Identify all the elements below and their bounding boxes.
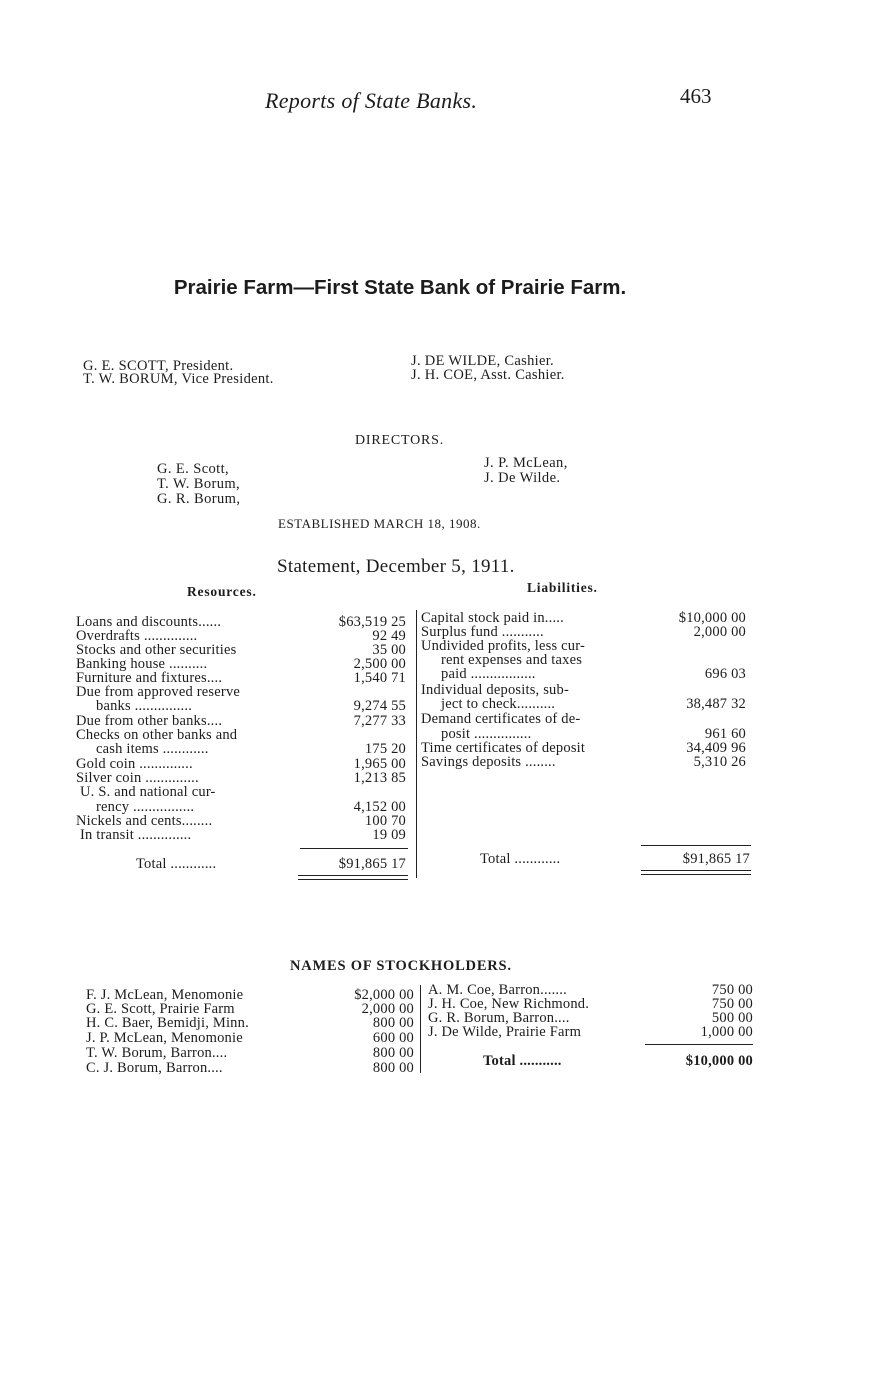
stockholder-amount: $2,000 00: [354, 987, 414, 1003]
resource-label: banks ...............: [96, 698, 193, 714]
resource-amount: 100 70: [364, 813, 406, 829]
resource-amount: 1,965 00: [353, 756, 406, 772]
director: G. R. Borum,: [157, 491, 241, 507]
stockholder-name: T. W. Borum, Barron....: [86, 1045, 228, 1061]
officer-president: G. E. SCOTT, President.: [83, 358, 234, 374]
resource-label: Silver coin ..............: [76, 770, 199, 786]
stockholder-name: G. R. Borum, Barron....: [428, 1010, 570, 1026]
liabilities-double-rule: [641, 870, 751, 871]
liability-label: Capital stock paid in.....: [421, 610, 564, 626]
liability-amount: 696 03: [704, 666, 746, 682]
liability-label: Individual deposits, sub-: [421, 682, 569, 698]
resource-amount: 4,152 00: [353, 799, 406, 815]
stockholder-amount: 800 00: [372, 1060, 414, 1076]
stockholder-amount: 750 00: [711, 982, 753, 998]
stockholders-total-amount: $10,000 00: [685, 1053, 753, 1069]
page-number: 463: [680, 84, 712, 108]
director: J. De Wilde.: [484, 470, 561, 486]
resource-label: rency ................: [96, 799, 195, 815]
resource-label: In transit ..............: [80, 827, 192, 843]
resources-double-rule: [298, 875, 408, 876]
resource-amount: 19 09: [372, 827, 406, 843]
stockholders-total-label: Total ...........: [483, 1053, 562, 1069]
stockholder-amount: 800 00: [372, 1045, 414, 1061]
stockholder-name: G. E. Scott, Prairie Farm: [86, 1001, 235, 1017]
stockholder-name: C. J. Borum, Barron....: [86, 1060, 223, 1076]
liability-amount: $10,000 00: [678, 610, 746, 626]
stockholder-name: A. M. Coe, Barron.......: [428, 982, 567, 998]
bank-title: Prairie Farm—First State Bank of Prairie Farm.: [173, 276, 627, 299]
resource-amount: 175 20: [364, 741, 406, 757]
resources-double-rule: [298, 879, 408, 880]
stockholders-column-divider: [420, 985, 421, 1073]
officer-asst-cashier: J. H. COE, Asst. Cashier.: [411, 367, 565, 383]
stockholder-name: J. H. Coe, New Richmond.: [428, 996, 590, 1012]
liability-amount: 38,487 32: [686, 696, 746, 712]
resource-label: Stocks and other securities: [76, 642, 237, 658]
resource-label: Furniture and fixtures....: [76, 670, 223, 686]
resources-total-rule: [300, 848, 408, 849]
resource-amount: 1,213 85: [353, 770, 406, 786]
stockholder-amount: 1,000 00: [700, 1024, 753, 1040]
resource-label: Gold coin ..............: [76, 756, 193, 772]
statement-title: Statement, December 5, 1911.: [277, 556, 515, 577]
stockholder-name: J. De Wilde, Prairie Farm: [428, 1024, 582, 1040]
resource-amount: 92 49: [372, 628, 406, 644]
stockholder-amount: 600 00: [372, 1030, 414, 1046]
liabilities-heading: Liabilities.: [527, 580, 598, 595]
resource-label: Due from other banks....: [76, 713, 223, 729]
liability-label: Demand certificates of de-: [421, 711, 581, 727]
stockholders-heading: NAMES OF STOCKHOLDERS.: [290, 958, 512, 974]
liability-label: ject to check..........: [441, 696, 556, 712]
director: T. W. Borum,: [157, 476, 241, 492]
liability-amount: 34,409 96: [686, 740, 746, 756]
running-header-title: Reports of State Banks.: [265, 88, 478, 113]
liability-label: Time certificates of deposit: [421, 740, 586, 756]
liability-amount: 961 60: [704, 726, 746, 742]
liability-label: paid .................: [441, 666, 536, 682]
liability-amount: 5,310 26: [693, 754, 746, 770]
liabilities-total-amount: $91,865 17: [682, 851, 750, 867]
liabilities-double-rule: [641, 874, 751, 875]
resource-amount: 1,540 71: [353, 670, 406, 686]
stockholder-name: F. J. McLean, Menomonie: [86, 987, 244, 1003]
officer-cashier: J. DE WILDE, Cashier.: [411, 353, 554, 369]
resource-label: Banking house ..........: [76, 656, 208, 672]
resource-amount: 35 00: [372, 642, 406, 658]
officer-vice-president: T. W. BORUM, Vice President.: [83, 371, 274, 387]
liabilities-total-rule: [641, 845, 751, 846]
stockholder-name: H. C. Baer, Bemidji, Minn.: [86, 1015, 249, 1031]
resource-amount: 2,500 00: [353, 656, 406, 672]
established-date: ESTABLISHED MARCH 18, 1908.: [278, 516, 481, 531]
resource-amount: 7,277 33: [353, 713, 406, 729]
liability-label: posit ...............: [441, 726, 532, 742]
liability-label: rent expenses and taxes: [441, 652, 583, 668]
liability-label: Surplus fund ...........: [421, 624, 544, 640]
stockholder-amount: 2,000 00: [361, 1001, 414, 1017]
resource-amount: $63,519 25: [338, 614, 406, 630]
resources-total-amount: $91,865 17: [338, 856, 406, 872]
resources-total-label: Total ............: [136, 856, 217, 872]
director: G. E. Scott,: [157, 461, 230, 477]
resource-label: Loans and discounts......: [76, 614, 222, 630]
resource-amount: 9,274 55: [353, 698, 406, 714]
statement-column-divider: [416, 610, 417, 878]
resources-heading: Resources.: [187, 584, 257, 599]
stockholder-amount: 800 00: [372, 1015, 414, 1031]
directors-heading: DIRECTORS.: [355, 433, 445, 448]
resource-label: cash items ............: [96, 741, 209, 757]
resource-label: Overdrafts ..............: [76, 628, 198, 644]
liability-label: Savings deposits ........: [421, 754, 556, 770]
stockholders-total-rule: [645, 1044, 753, 1045]
resource-label: Checks on other banks and: [76, 727, 238, 743]
stockholder-amount: 500 00: [711, 1010, 753, 1026]
stockholder-name: J. P. McLean, Menomonie: [86, 1030, 243, 1046]
liability-label: Undivided profits, less cur-: [421, 638, 585, 654]
resource-label: Due from approved reserve: [76, 684, 241, 700]
liabilities-total-label: Total ............: [480, 851, 561, 867]
resource-label: Nickels and cents........: [76, 813, 213, 829]
director: J. P. McLean,: [484, 455, 568, 471]
resource-label: U. S. and national cur-: [80, 784, 216, 800]
stockholder-amount: 750 00: [711, 996, 753, 1012]
liability-amount: 2,000 00: [693, 624, 746, 640]
